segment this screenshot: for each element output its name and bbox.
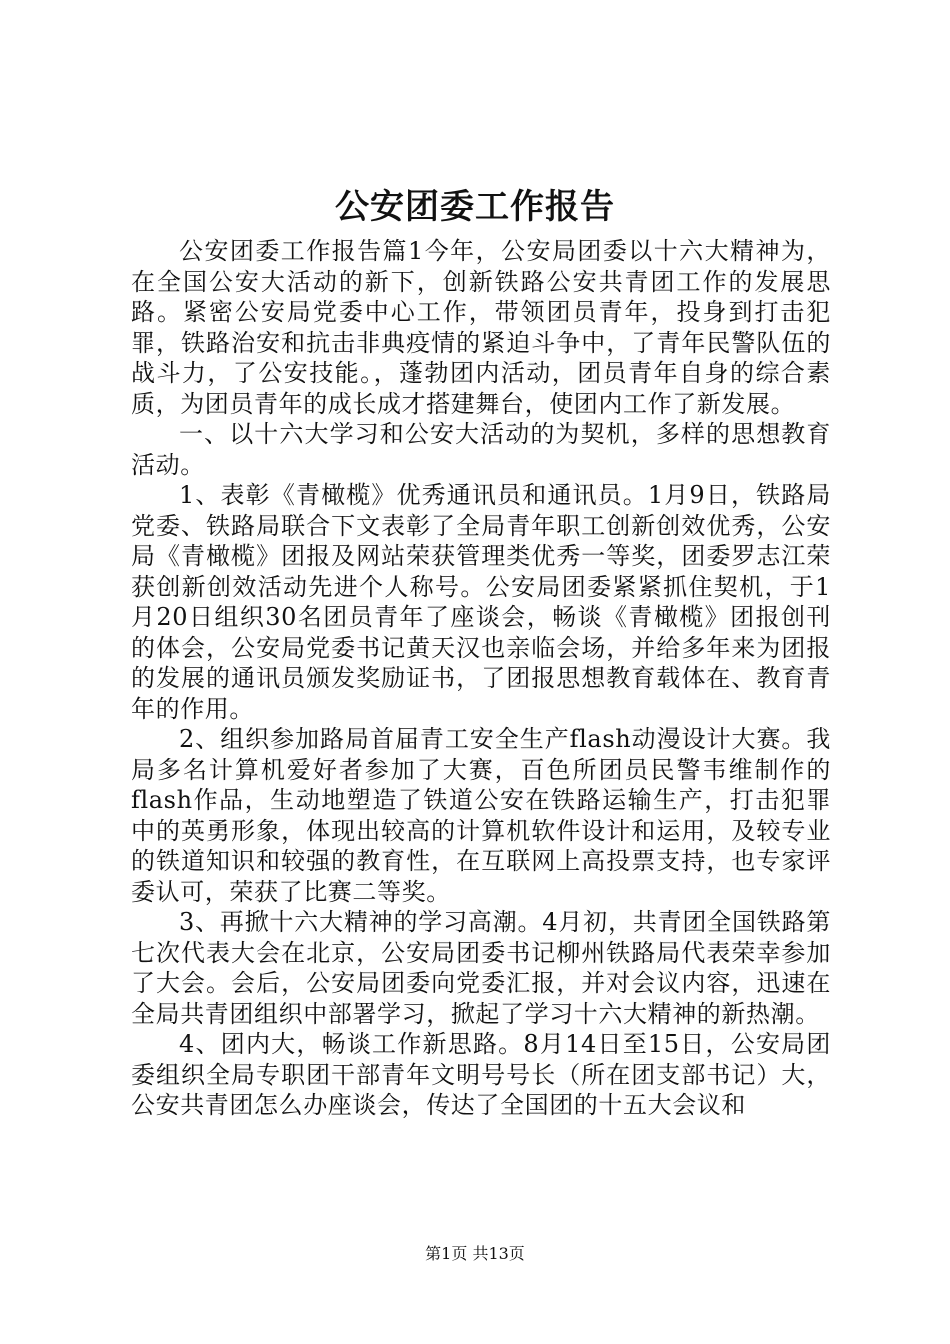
paragraph-item-3: 3、再掀十六大精神的学习高潮。4月初，共青团全国铁路第七次代表大会在北京，公安局团委书记柳州铁路局代表荣幸参加了大会。会后，公安局团委向党委汇报，并对会议内容，迅速在全局共青团组织中部署学习，掀起了学习十六大精神的新热潮。 [131,908,831,1028]
paragraph-intro: 公安团委工作报告篇1今年，公安局团委以十六大精神为，在全国公安大活动的新下，创新铁路公安共青团工作的发展思路。紧密公安局党委中心工作，带领团员青年，投身到打击犯罪，铁路治安和抗击非典疫情的紧迫斗争中，了青年民警队伍的战斗力，了公安技能。，蓬勃团内活动，团员青年自身的综合素质，为团员青年的成长成才搭建舞台，使团内工作了新发展。 [131,237,831,418]
document-body [131,236,831,1121]
page-footer: 第1页 共13页 [425,1244,525,1263]
paragraph-item-2: 2、组织参加路局首届青工安全生产flash动漫设计大赛。我局多名计算机爱好者参加了大赛，百色所团员民警韦维制作的flash作品，生动地塑造了铁道公安在铁路运输生产，打击犯罪中的英勇形象，体现出较高的计算机软件设计和运用，及较专业的铁道知识和较强的教育性，在互联网上高投票支持，也专家评委认可，荣获了比赛二等奖。 [131,725,831,906]
paragraph-section-heading: 一、以十六大学习和公安大活动的为契机，多样的思想教育活动。 [131,420,831,479]
paragraph-item-4: 4、团内大，畅谈工作新思路。8月14日至15日，公安局团委组织全局专职团干部青年文明号号长（所在团支部书记）大，公安共青团怎么办座谈会，传达了全国团的十五大会议和 [131,1030,831,1119]
paragraph-item-1: 1、表彰《青橄榄》优秀通讯员和通讯员。1月9日，铁路局党委、铁路局联合下文表彰了全局青年职工创新创效优秀，公安局《青橄榄》团报及网站荣获管理类优秀一等奖，团委罗志江荣获创新创效活动先进个人称号。公安局团委紧紧抓住契机，于1月20日组织30名团员青年了座谈会，畅谈《青橄榄》团报创刊的体会，公安局党委书记黄天汉也亲临会场，并给多年来为团报的发展的通讯员颁发奖励证书，了团报思想教育载体在、教育青年的作用。 [131,481,831,723]
document-title: 公安团委工作报告 [335,187,615,227]
